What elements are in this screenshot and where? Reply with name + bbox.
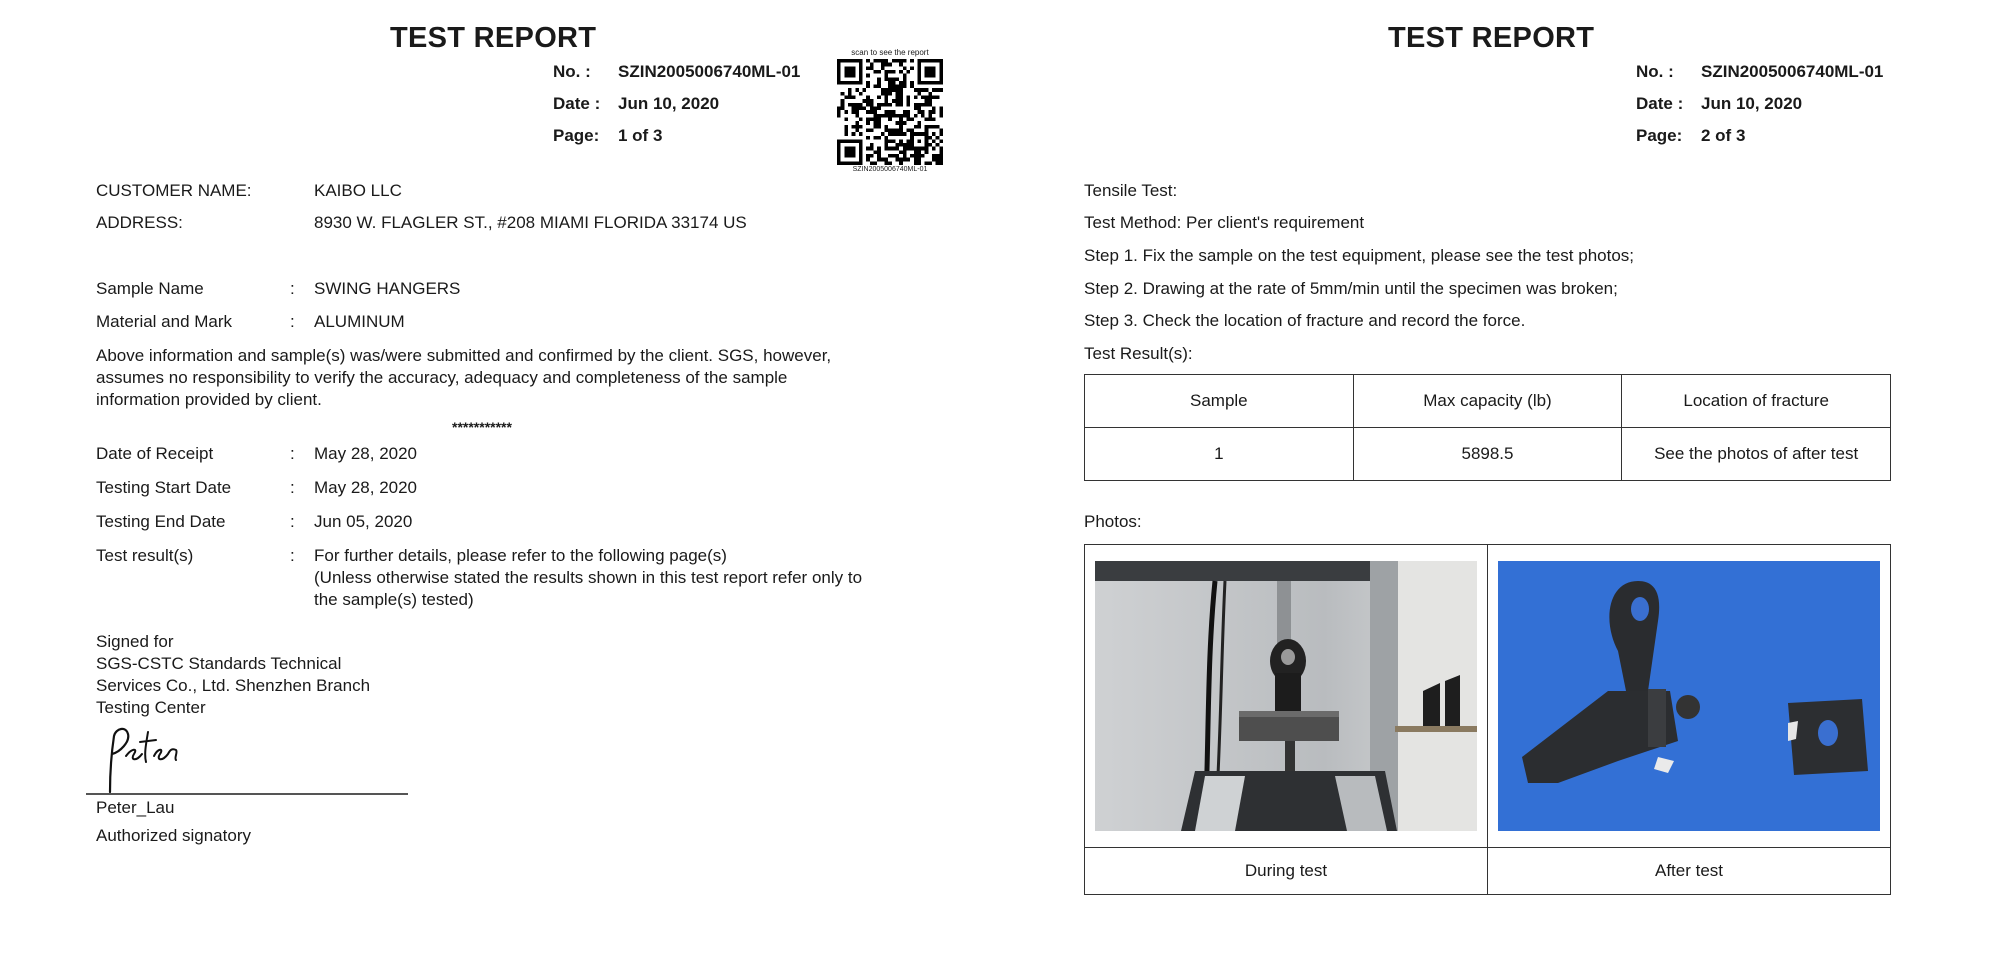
results-table: [1084, 374, 1891, 481]
colon: :: [290, 279, 295, 298]
disclaimer-line: information provided by client.: [96, 390, 322, 409]
address-label: ADDRESS:: [96, 213, 183, 232]
qr-code-block[interactable]: [835, 48, 945, 173]
test-step: Step 3. Check the location of fracture and record the force.: [1084, 311, 1526, 330]
test-method: Test Method: Per client's requirement: [1084, 213, 1365, 232]
customer-name: KAIBO LLC: [314, 181, 402, 200]
end-date-label: Testing End Date: [96, 512, 226, 531]
sample-name-label: Sample Name: [96, 279, 204, 298]
test-result-label: Test result(s): [96, 546, 194, 565]
signer-title: Authorized signatory: [96, 826, 251, 845]
column-header-max-capacity: Max capacity (lb): [1353, 375, 1622, 428]
report-number: SZIN2005006740ML-01: [1701, 62, 1884, 81]
receipt-label: Date of Receipt: [96, 444, 214, 463]
signer-name: Peter_Lau: [96, 798, 175, 817]
report-number-label: No. :: [553, 62, 591, 81]
test-result-line: the sample(s) tested): [314, 590, 474, 609]
photo-cell-after: [1488, 545, 1891, 848]
cell-location: See the photos of after test: [1622, 428, 1891, 481]
report-title: TEST REPORT: [1388, 22, 1595, 54]
customer-name-label: CUSTOMER NAME:: [96, 181, 252, 200]
report-page-label: Page:: [553, 126, 600, 145]
disclaimer-line: Above information and sample(s) was/were submitted and confirmed by the client. SGS, however,: [96, 346, 832, 365]
start-date: May 28, 2020: [314, 478, 418, 497]
end-date: Jun 05, 2020: [314, 512, 413, 531]
report-title: TEST REPORT: [390, 22, 597, 54]
photos-table: [1084, 544, 1891, 895]
material-label: Material and Mark: [96, 312, 233, 331]
start-date-label: Testing Start Date: [96, 478, 232, 497]
photos-label: Photos:: [1084, 512, 1142, 531]
disclaimer-line: assumes no responsibility to verify the accuracy, adequacy and completeness of the sample: [96, 368, 788, 387]
test-step: Step 2. Drawing at the rate of 5mm/min until the specimen was broken;: [1084, 279, 1618, 298]
signed-org-line: Testing Center: [96, 698, 206, 717]
photo-caption-after: After test: [1488, 848, 1891, 895]
cell-sample: 1: [1085, 428, 1354, 481]
tensile-test-heading: Tensile Test:: [1084, 181, 1178, 200]
report-date: Jun 10, 2020: [618, 94, 720, 113]
sample-name: SWING HANGERS: [314, 279, 461, 298]
report-page-number: 1 of 3: [618, 126, 663, 145]
table-row: [1085, 428, 1891, 481]
colon: :: [290, 444, 295, 463]
colon: :: [290, 546, 295, 565]
report-date: Jun 10, 2020: [1701, 94, 1803, 113]
report-page-number: 2 of 3: [1701, 126, 1746, 145]
colon: :: [290, 312, 295, 331]
qr-code-text: SZIN2005006740ML-01: [852, 166, 928, 173]
during-test-photo: [1095, 561, 1477, 831]
after-test-photo: [1498, 561, 1880, 831]
signed-for: Signed for: [96, 632, 174, 651]
address: 8930 W. FLAGLER ST., #208 MIAMI FLORIDA 33174 US: [314, 213, 747, 232]
separator: ***********: [452, 419, 512, 435]
test-results-label: Test Result(s):: [1084, 344, 1193, 363]
test-result-line: (Unless otherwise stated the results shown in this test report refer only to: [314, 568, 863, 587]
column-header-location: Location of fracture: [1622, 375, 1891, 428]
report-date-label: Date :: [1636, 94, 1684, 113]
photo-caption-during: During test: [1085, 848, 1488, 895]
material: ALUMINUM: [314, 312, 405, 331]
report-date-label: Date :: [553, 94, 601, 113]
report-page-label: Page:: [1636, 126, 1683, 145]
test-step: Step 1. Fix the sample on the test equipment, please see the test photos;: [1084, 246, 1635, 265]
handwritten-signature: [96, 722, 196, 794]
column-header-sample: Sample: [1085, 375, 1354, 428]
signed-org-line: SGS-CSTC Standards Technical: [96, 654, 342, 673]
colon: :: [290, 512, 295, 531]
report-page-2: [1000, 0, 1995, 980]
test-result-line: For further details, please refer to the following page(s): [314, 546, 727, 565]
qr-caption: scan to see the report: [851, 48, 929, 57]
cell-max-capacity: 5898.5: [1353, 428, 1622, 481]
signed-org-line: Services Co., Ltd. Shenzhen Branch: [96, 676, 371, 695]
colon: :: [290, 478, 295, 497]
qr-code-icon: [837, 59, 943, 165]
receipt-date: May 28, 2020: [314, 444, 418, 463]
report-number-label: No. :: [1636, 62, 1674, 81]
table-header-row: [1085, 375, 1891, 428]
photo-cell-during: [1085, 545, 1488, 848]
signature-line: [86, 793, 408, 795]
report-number: SZIN2005006740ML-01: [618, 62, 801, 81]
